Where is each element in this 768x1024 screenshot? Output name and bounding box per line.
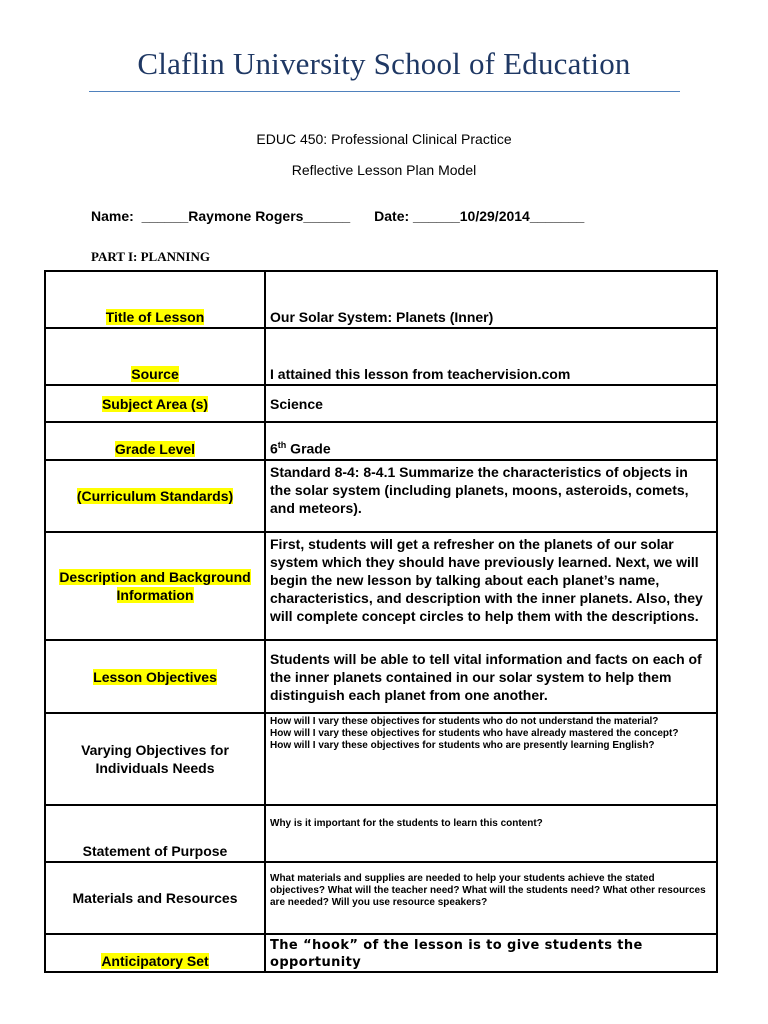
- standards-label: (Curriculum Standards): [76, 488, 234, 504]
- name-field: Name: ______Raymone Rogers______: [91, 208, 351, 224]
- date-field: Date: ______10/29/2014_______: [374, 208, 585, 224]
- lesson-plan-table: [44, 270, 718, 973]
- anticipatory-label-cell: [45, 934, 265, 972]
- table-row: [45, 422, 717, 460]
- standards-value-cell: [265, 460, 717, 532]
- title-label-cell: [45, 271, 265, 328]
- grade-number: 6: [270, 441, 278, 457]
- varying-question-3: How will I vary these objectives for students who are presently learning English?: [270, 740, 655, 751]
- anticipatory-value-cell: [265, 934, 717, 972]
- description-value: First, students will get a refresher on the planets of our solar system which they should have previously learned. Next, we will begin the new lesson by talking about each planet’s name, characteristics, and description with the inner planets. Also, they will complete concept circles to help them with the descriptions.: [270, 536, 703, 624]
- purpose-label: Statement of Purpose: [82, 843, 228, 859]
- varying-label-cell: [45, 713, 265, 805]
- materials-value-cell: [265, 862, 717, 934]
- subject-label: Subject Area (s): [101, 395, 209, 412]
- name-date-line: [91, 208, 584, 224]
- purpose-prompt: Why is it important for the students to learn this content?: [270, 818, 543, 829]
- title-value: Our Solar System: Planets (Inner): [270, 309, 494, 325]
- plan-model-title: Reflective Lesson Plan Model: [291, 162, 477, 178]
- standards-label-cell: [45, 460, 265, 532]
- grade-label: Grade Level: [114, 441, 196, 457]
- objectives-value-cell: [265, 640, 717, 713]
- materials-label-cell: [45, 862, 265, 934]
- anticipatory-value: The “hook” of the lesson is to give students the opportunity: [270, 938, 643, 970]
- subject-value-cell: [265, 385, 717, 422]
- table-row: [45, 460, 717, 532]
- table-row: [45, 328, 717, 385]
- grade-value-cell: [265, 422, 717, 460]
- standards-value: Standard 8-4: 8-4.1 Summarize the characteristics of objects in the solar system (including planets, moons, asteroids, comets, and meteors).: [270, 464, 689, 516]
- part-heading: PART I: PLANNING: [91, 249, 210, 264]
- university-title: Claflin University School of Education: [137, 46, 631, 81]
- grade-label-cell: [45, 422, 265, 460]
- grade-suffix: th: [277, 440, 287, 451]
- title-label: Title of Lesson: [105, 309, 205, 325]
- source-label: Source: [131, 366, 179, 382]
- description-label: Description and Background Information: [59, 569, 251, 603]
- anticipatory-label: Anticipatory Set: [101, 953, 209, 969]
- table-row: [45, 640, 717, 713]
- varying-question-1: How will I vary these objectives for students who do not understand the material?: [270, 716, 659, 727]
- header-divider: [89, 91, 680, 92]
- varying-label: Varying Objectives for Individuals Needs: [81, 742, 229, 776]
- objectives-label: Lesson Objectives: [93, 668, 217, 685]
- table-row: [45, 271, 717, 328]
- source-label-cell: [45, 328, 265, 385]
- subject-value: Science: [270, 395, 323, 412]
- source-value-cell: [265, 328, 717, 385]
- table-row: [45, 934, 717, 972]
- objectives-label-cell: [45, 640, 265, 713]
- subject-label-cell: [45, 385, 265, 422]
- description-value-cell: [265, 532, 717, 640]
- table-row: [45, 385, 717, 422]
- source-value: I attained this lesson from teachervision.com: [270, 366, 571, 382]
- purpose-label-cell: [45, 805, 265, 862]
- varying-value-cell: [265, 713, 717, 805]
- grade-word: Grade: [286, 441, 331, 457]
- materials-label: Materials and Resources: [72, 890, 238, 906]
- table-row: [45, 532, 717, 640]
- description-label-cell: [45, 532, 265, 640]
- materials-prompt: What materials and supplies are needed to help your students achieve the stated objectives? What will the teacher need? What will the students need? What other resources are needed? Will you use resource speakers?: [270, 873, 706, 908]
- purpose-value-cell: [265, 805, 717, 862]
- table-row: [45, 713, 717, 805]
- varying-question-2: How will I vary these objectives for students who have already mastered the concept?: [270, 728, 679, 739]
- table-row: [45, 805, 717, 862]
- course-title: EDUC 450: Professional Clinical Practice: [256, 131, 512, 147]
- objectives-value: Students will be able to tell vital information and facts on each of the inner planets contained in our solar system to help them distinguish each planet from one another.: [270, 650, 702, 703]
- table-row: [45, 862, 717, 934]
- title-value-cell: [265, 271, 717, 328]
